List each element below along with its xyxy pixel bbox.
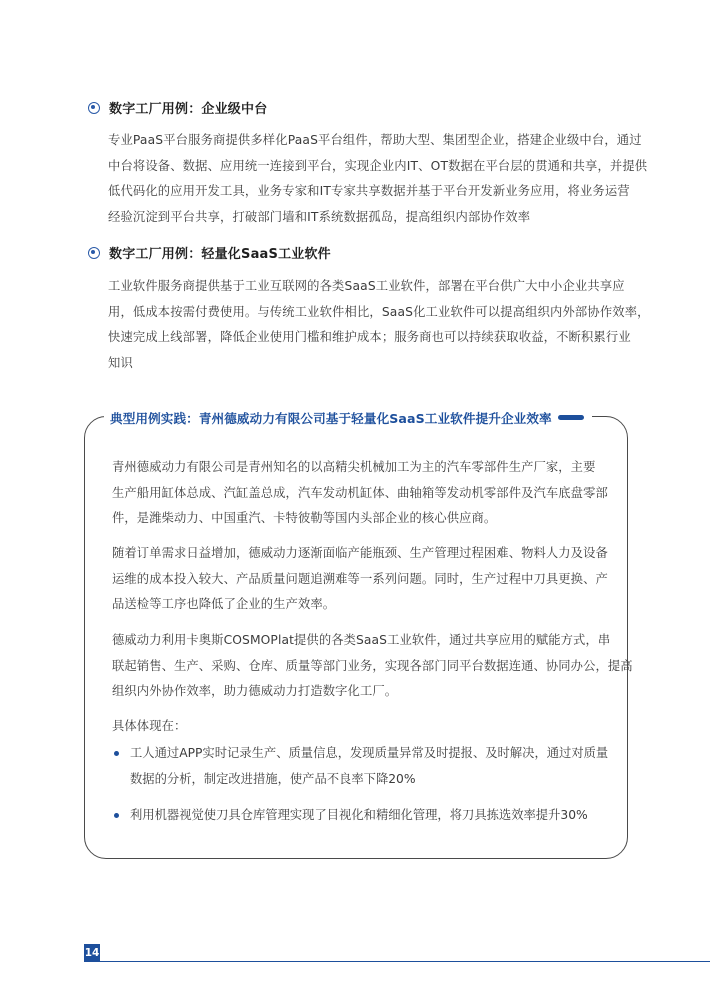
title-accent-bar bbox=[558, 415, 584, 420]
section-body bbox=[108, 128, 648, 230]
text-line: 利用机器视觉使刀具仓库管理实现了目视化和精细化管理，将刀具拣选效率提升30% bbox=[130, 808, 588, 822]
section-body bbox=[108, 274, 650, 376]
text-line: 工人通过APP实时记录生产、质量信息，发现质量异常及时提报、及时解决，通过对质量 bbox=[130, 746, 609, 760]
text-line: 件，是潍柴动力、中国重汽、卡特彼勒等国内头部企业的核心供应商。 bbox=[112, 511, 497, 525]
section-heading-saas-software bbox=[88, 243, 331, 262]
case-paragraph-company bbox=[112, 455, 612, 532]
radio-bullet-icon bbox=[88, 102, 100, 114]
text-line: 德威动力利用卡奥斯COSMOPlat提供的各类SaaS工业软件，通过共享应用的赋能方式，串 bbox=[112, 633, 611, 647]
bullet-dot-icon bbox=[114, 813, 119, 818]
case-study-title: 典型用例实践：青州德威动力有限公司基于轻量化SaaS工业软件提升企业效率 bbox=[110, 410, 552, 426]
case-paragraph-details-intro bbox=[112, 714, 612, 740]
case-paragraph-challenges bbox=[112, 541, 612, 618]
text-line: 中台将设备、数据、应用统一连接到平台，实现企业内IT、OT数据在平台层的贯通和共享，并提供 bbox=[108, 158, 648, 173]
text-line: 经验沉淀到平台共享，打破部门墙和IT系统数据孤岛，提高组织内部协作效率 bbox=[108, 209, 531, 224]
page-number: 14 bbox=[84, 944, 100, 962]
text-line: 低代码化的应用开发工具，业务专家和IT专家共享数据并基于平台开发新业务应用，将业务运营 bbox=[108, 184, 630, 198]
footer-divider bbox=[100, 961, 710, 962]
text-line: 生产船用缸体总成、汽缸盖总成，汽车发动机缸体、曲轴箱等发动机零部件及汽车底盘零部 bbox=[112, 485, 608, 500]
text-line: 组织内外协作效率，助力德威动力打造数字化工厂。 bbox=[112, 684, 398, 698]
text-line: 具体体现在： bbox=[112, 719, 187, 733]
text-line: 品送检等工序也降低了企业的生产效率。 bbox=[112, 597, 336, 611]
text-line: 数据的分析，制定改进措施，使产品不良率下降20% bbox=[130, 771, 416, 786]
bullet-dot-icon bbox=[114, 751, 119, 756]
text-line: 随着订单需求日益增加，德威动力逐渐面临产能瓶颈、生产管理过程困难、物料人力及设备 bbox=[112, 546, 608, 560]
radio-bullet-icon bbox=[88, 247, 100, 259]
text-line: 快速完成上线部署，降低企业使用门槛和维护成本；服务商也可以持续获取收益，不断积累行业 bbox=[108, 330, 631, 344]
text-line: 用，低成本按需付费使用。与传统工业软件相比，SaaS化工业软件可以提高组织内外部协作效率， bbox=[108, 304, 650, 319]
case-paragraph-solution bbox=[112, 628, 633, 705]
text-line: 专业PaaS平台服务商提供多样化PaaS平台组件，帮助大型、集团型企业，搭建企业级中台，通过 bbox=[108, 133, 642, 147]
text-line: 工业软件服务商提供基于工业互联网的各类SaaS工业软件，部署在平台供广大中小企业共享应 bbox=[108, 279, 625, 293]
section-title: 数字工厂用例：企业级中台 bbox=[109, 102, 268, 117]
text-line: 联起销售、生产、采购、仓库、质量等部门业务，实现各部门同平台数据连通、协同办公，提高 bbox=[112, 658, 633, 673]
text-line: 运维的成本投入较大、产品质量问题追溯难等一系列问题。同时，生产过程中刀具更换、产 bbox=[112, 571, 608, 586]
section-title: 数字工厂用例：轻量化SaaS工业软件 bbox=[109, 247, 331, 262]
text-line: 知识 bbox=[108, 355, 133, 370]
section-heading-enterprise-platform bbox=[88, 98, 267, 117]
text-line: 青州德威动力有限公司是青州知名的以高精尖机械加工为主的汽车零部件生产厂家，主要 bbox=[112, 460, 596, 474]
case-study-heading bbox=[104, 406, 592, 428]
